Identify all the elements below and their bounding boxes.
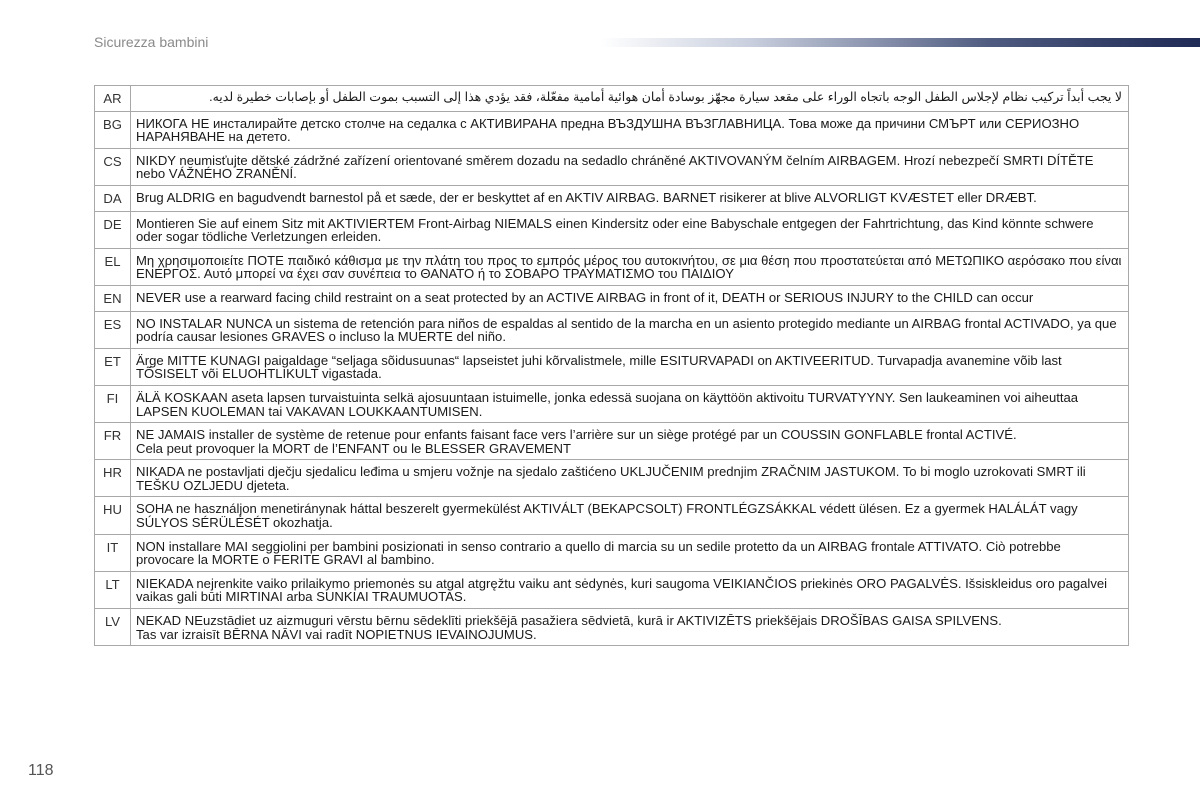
warning-text: NEKAD NEuzstādiet uz aizmuguri vērstu bērnu sēdeklīti priekšējā pasažiera sēdvietā, kurā ir AKTIVIZĒTS priekšējais DROŠĪBAS GAISA SPILVENS. [136, 613, 1002, 629]
language-code: ET [95, 348, 131, 385]
warning-row-da [95, 185, 1129, 211]
warning-text-cell [131, 423, 1129, 460]
warning-text: НИКОГА НЕ инсталирайте детско столче на седалка с АКТИВИРАНА предна ВЪЗДУШНА ВЪЗГЛАВНИЦА. Това може да причини СМЪРТ или СЕРИОЗНО НАРАНЯВАНЕ на детето. [136, 115, 1080, 145]
language-code: IT [95, 534, 131, 571]
language-code: EN [95, 285, 131, 311]
language-code: HR [95, 460, 131, 497]
warning-row-hr [95, 460, 1129, 497]
warning-text-cell [131, 497, 1129, 534]
warning-row-lt [95, 571, 1129, 608]
warning-text-cell [131, 385, 1129, 422]
language-code: AR [95, 86, 131, 112]
warning-row-cs [95, 148, 1129, 185]
warning-text: NO INSTALAR NUNCA un sistema de retención para niños de espaldas al sentido de la marcha en un asiento protegido mediante un AIRBAG frontal ACTIVADO, ya que podría causar lesiones GRAVES o incluso la MUERTE del niño. [136, 315, 1117, 345]
warning-text-cell [131, 534, 1129, 571]
warning-row-es [95, 311, 1129, 348]
warning-text: ÄLÄ KOSKAAN aseta lapsen turvaistuinta selkä ajosuuntaan istuimelle, jonka edessä suojana on käyttöön aktivoitu TURVATYYNY. Sen laukeaminen voi aiheuttaa LAPSEN KUOLEMAN tai VAKAVAN LOUKKAANTUMISEN. [136, 389, 1079, 419]
warning-row-it [95, 534, 1129, 571]
warning-text: لا يجب أبداً تركيب نظام لإجلاس الطفل الوجه باتجاه الوراء على مقعد سيارة مجهّز بوسادة أمان هوائية أمامية مفعّلة، فقد يؤدي هذا إلى التسبب بموت الطفل أو بإصابات خطيرة لديه. [209, 90, 1122, 104]
language-code: LT [95, 571, 131, 608]
warning-row-de [95, 211, 1129, 248]
warning-text: NE JAMAIS installer de système de retenue pour enfants faisant face vers l’arrière sur un siège protégé par un COUSSIN GONFLABLE frontal ACTIVÉ. [136, 427, 1017, 443]
warning-text-secondary: Tas var izraisīt BĒRNA NĀVI vai radīt NOPIETNUS IEVAINOJUMUS. [136, 626, 537, 642]
warning-text: SOHA ne használjon menetiránynak háttal beszerelt gyermekülést AKTIVÁLT (BEKAPCSOLT) FRONTLÉGZSÁKKAL védett ülésen. Ez a gyermek HALÁLÁT vagy SÚLYOS SÉRÜLÉSÉT okozhatja. [136, 501, 1078, 531]
language-code: FR [95, 423, 131, 460]
warning-text-cell [131, 571, 1129, 608]
warning-row-ar [95, 86, 1129, 112]
warning-row-lv [95, 609, 1129, 646]
warning-text: NIKADA ne postavljati dječju sjedalicu leđima u smjeru vožnje na sjedalo zaštićeno UKLJUČENIM prednjim ZRAČNIM JASTUKOM. To bi moglo uzrokovati SMRT ili TEŠKU OZLJEDU djeteta. [136, 464, 1086, 493]
warning-text-secondary: Cela peut provoquer la MORT de l’ENFANT ou le BLESSER GRAVEMENT [136, 440, 571, 456]
warning-text-cell [131, 285, 1129, 311]
warning-text-cell [131, 148, 1129, 185]
language-code: BG [95, 111, 131, 148]
language-code: EL [95, 248, 131, 285]
warning-text: NEVER use a rearward facing child restraint on a seat protected by an ACTIVE AIRBAG in front of it, DEATH or SERIOUS INJURY to the CHILD can occur [136, 289, 1034, 305]
warning-text: Μη χρησιμοποιείτε ΠΟΤΕ παιδικό κάθισμα με την πλάτη του προς το εμπρός μέρος του αυτοκινήτου, σε μια θέση που προστατεύεται από ΜΕΤΩΠΙΚΟ αερόσακο που είναι ΕΝΕΡΓΟΣ. Αυτό μπορεί να έχει σαν συνέπεια το ΘΑΝΑΤΟ ή το ΣΟΒΑΡΟ ΤΡΑΥΜΑΤΙΣΜΟ του ΠΑΙΔΙΟΥ [136, 252, 1122, 282]
warning-text-cell [131, 248, 1129, 285]
language-code: CS [95, 148, 131, 185]
warning-row-hu [95, 497, 1129, 534]
page-number: 118 [28, 762, 54, 779]
warning-row-fr [95, 423, 1129, 460]
airbag-warning-table [94, 85, 1129, 646]
warning-text-cell [131, 86, 1129, 112]
warning-row-en [95, 285, 1129, 311]
language-code: FI [95, 385, 131, 422]
warning-row-et [95, 348, 1129, 385]
warning-text: Brug ALDRIG en bagudvendt barnestol på et sæde, der er beskyttet af en AKTIV AIRBAG. BARNET risikerer at blive ALVORLIGT KVÆSTET eller DRÆBT. [136, 189, 1037, 205]
section-title: Sicurezza bambini [94, 34, 209, 50]
language-code: ES [95, 311, 131, 348]
warning-row-el [95, 248, 1129, 285]
header-gradient-bar [600, 38, 1200, 47]
warning-text: Montieren Sie auf einem Sitz mit AKTIVIERTEM Front-Airbag NIEMALS einen Kindersitz oder eine Babyschale entgegen der Fahrtrichtung, das Kind könnte schwere oder sogar tödliche Verletzungen erleiden. [136, 215, 1094, 245]
warning-text-cell [131, 185, 1129, 211]
language-code: HU [95, 497, 131, 534]
warning-text-cell [131, 111, 1129, 148]
warning-text: NIEKADA nejrenkite vaiko prilaikymo priemonės su atgal atgręžtu vaiku ant sėdynės, kuri saugoma VEIKIANČIOS priekinės ORO PAGALVĖS. Išsiskleidus oro pagalvei vaikas gali būti MIRTINAI arba SUNKIAI TRAUMUOTAS. [136, 575, 1108, 605]
language-code: LV [95, 609, 131, 646]
warning-text-cell [131, 609, 1129, 646]
language-code: DA [95, 185, 131, 211]
warning-text-cell [131, 348, 1129, 385]
warning-table-body [95, 86, 1129, 646]
warning-row-bg [95, 111, 1129, 148]
warning-text-cell [131, 311, 1129, 348]
language-code: DE [95, 211, 131, 248]
warning-row-fi [95, 385, 1129, 422]
warning-text: Ärge MITTE KUNAGI paigaldage “seljaga sõidusuunas“ lapseistet juhi kõrvalistmele, mille ESITURVAPADI on AKTIVEERITUD. Turvapadja avanemine võib last TÕSISELT või ELUOHTLIKULT vigastada. [136, 352, 1062, 382]
warning-text-cell [131, 460, 1129, 497]
warning-text: NIKDY neumisťujte dětské zádržné zařízení orientované směrem dozadu na sedadlo chráněné AKTIVOVANÝM čelním AIRBAGEM. Hrozí nebezpečí SMRTI DÍTĚTE nebo VÁŽNÉHO ZRANĚNÍ. [136, 152, 1094, 182]
warning-text-cell [131, 211, 1129, 248]
warning-text: NON installare MAI seggiolini per bambini posizionati in senso contrario a quello di marcia su un sedile protetto da un AIRBAG frontale ATTIVATO. Ciò potrebbe provocare la MORTE o FERITE GRAVI al bambino. [136, 538, 1061, 568]
